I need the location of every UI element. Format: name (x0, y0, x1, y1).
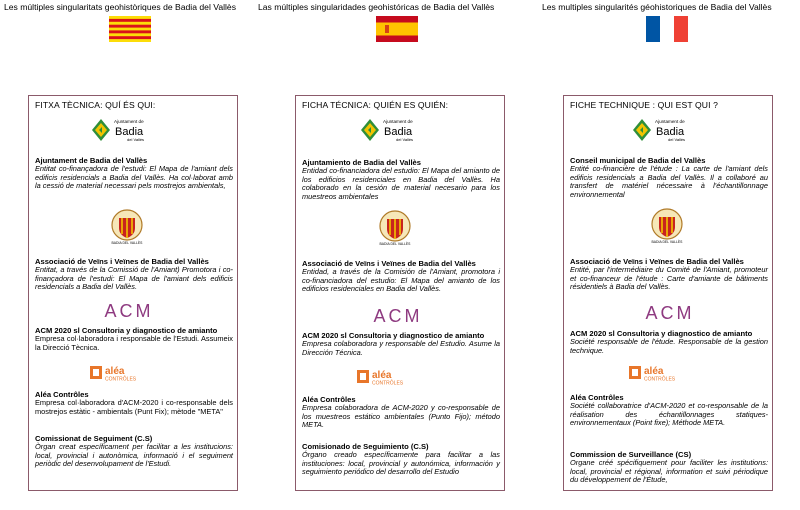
badia-logo (91, 116, 149, 146)
entry-desc: Òrgan creat específicament per facilitar a les institucions: local, provincial i autonòmica, informació i el seguiment periòdic del desenvolupament de l'Estudi. (35, 442, 233, 469)
entry-name: Aléa Contrôles (302, 395, 356, 404)
french-flag-icon (646, 16, 688, 42)
badia-logo (632, 116, 690, 146)
svg-text:Ajuntament de: Ajuntament de (655, 119, 685, 124)
heading-spanish: Las múltiples singularidades geohistóricas de Badia del Vallès (258, 2, 495, 12)
panel-spanish (295, 95, 505, 491)
svg-text:BADIA DEL VALLÈS: BADIA DEL VALLÈS (111, 241, 143, 245)
entry-name: Ajuntamiento de Badia del Vallès (302, 158, 422, 167)
entry-desc: Entité, par l'intermédiaire du Comité de l'Amiant, promoteur et co-financeur de l'étude : Carte d'amiante de bâtiments résidentiels à Badia del Vallès. (570, 265, 768, 292)
entry-comissionat (35, 434, 233, 469)
entry-name: ACM 2020 sl Consultoria y diagnostico de amianto (302, 331, 485, 340)
entry-desc: Entitat, a través de la Comissió de l'Amiant) Promotora i co-finançadora de l'estudi: El Mapa de l'amiant dels edificis residencials a Badia del Vallès. (35, 265, 233, 292)
heading-french: Les multiples singularités géohistoriques de Badia del Vallès (542, 2, 772, 12)
entry-name: Associació de Veïns i Veïnes de Badia del Vallès (35, 257, 209, 266)
svg-text:ACM: ACM (373, 306, 423, 326)
entry-name: ACM 2020 sl Consultoria y diagnostico de amianto (570, 329, 753, 338)
entry-commission (570, 450, 768, 485)
svg-text:aléa: aléa (105, 366, 125, 377)
entry-desc: Entidad co-financiadora del estudio: El Mapa del amianto de los edificios residenciales en Badia del Vallès. Ha colaborado en la cesión de material necesario para los muestreos ambientales (302, 166, 500, 201)
association-logo (376, 209, 414, 247)
entry-desc: Órgano creado específicamente para facilitar a las instituciones: local, provincial y autonómica, información y seguimiento periódico del desarrollo del Estudio (302, 450, 500, 477)
heading-catalan: Les múltiples singularitats geohistòriques de Badia del Vallès (4, 2, 237, 12)
entry-desc: Entidad, a través de la Comisión de l'Amiant, promotora i co-financiadora del estudio: El Mapa del amianto de los edificios residenciales en Badia del Vallès. (302, 267, 500, 294)
svg-text:del Vallès: del Vallès (127, 137, 145, 142)
svg-text:Badia: Badia (656, 126, 685, 138)
entry-desc: Entité co-financière de l'étude : La carte de l'amiant dels edificis residencials a Badia del Vallès. Il a collaboré au transfert de matériel nécessaire à l'échantillonnage environnemental (570, 164, 768, 199)
entry-acm (570, 329, 768, 355)
entry-alea (570, 393, 768, 428)
svg-text:CONTRÔLES: CONTRÔLES (372, 380, 404, 386)
svg-text:BADIA DEL VALLÈS: BADIA DEL VALLÈS (379, 242, 411, 246)
entry-name: Associació de Veïns i Veïnes de Badia del Vallès (302, 259, 476, 268)
entry-ajuntament (35, 156, 233, 191)
acm-logo (632, 303, 708, 323)
entry-name: Aléa Contrôles (35, 390, 89, 399)
alea-logo (356, 368, 416, 386)
svg-text:Badia: Badia (384, 126, 413, 138)
entry-alea (302, 395, 500, 430)
panel-catalan (28, 95, 238, 491)
entry-acm (302, 331, 500, 357)
entry-acm (35, 326, 233, 352)
entry-desc: Empresa colaboradora de ACM-2020 y co-responsable de los muestreos estático ambientales (Punto Fijo); método META. (302, 403, 500, 430)
association-logo (648, 207, 686, 245)
catalan-flag-icon (109, 16, 151, 42)
entry-name: Conseil municipal de Badia del Vallès (570, 156, 706, 165)
entry-desc: Société responsable de l'étude. Responsable de la gestion technique. (570, 337, 768, 355)
entry-desc: Empresa colaboradora y responsable del Estudio. Asume la Dirección Técnica. (302, 339, 500, 357)
alea-logo (628, 364, 688, 382)
acm-logo (360, 306, 436, 326)
entry-ajuntamiento (302, 158, 500, 201)
entry-association (570, 257, 768, 292)
entry-name: Aléa Contrôles (570, 393, 624, 402)
entry-associacio (35, 257, 233, 292)
svg-text:del Vallès: del Vallès (668, 137, 686, 142)
entry-desc: Organe créé spécifiquement pour faciliter les institutions: local, provincial et régional, information et suivi périodique du développement de l'Étude, (570, 458, 768, 485)
entry-name: Comissionat de Seguiment (C.S) (35, 434, 153, 443)
svg-text:CONTRÔLES: CONTRÔLES (644, 376, 676, 382)
alea-logo (89, 364, 149, 382)
entry-conseil (570, 156, 768, 199)
svg-text:ACM: ACM (104, 301, 154, 321)
entry-desc: Société collaboratrice d'ACM-2020 et co-responsable de la réalisation des échantillonnages statiques-environnementaux (Point fixe); Méthode META. (570, 401, 768, 428)
entry-name: Comisionado de Seguimiento (C.S) (302, 442, 429, 451)
entry-desc: Empresa col·laboradora i responsable de l'Estudi. Assumeix la Direcció Tècnica. (35, 334, 233, 352)
svg-text:Ajuntament de: Ajuntament de (383, 119, 413, 124)
entry-desc: Entitat co-finançadora de l'estudi: El Mapa de l'amiant dels edificis residencials a Badia del Vallès. Ha col·laborat amb la cessió de material necessari pels mostrejos ambientals, (35, 164, 233, 191)
svg-text:aléa: aléa (644, 366, 664, 377)
panel-title: FICHE TECHNIQUE : QUI EST QUI ? (570, 100, 718, 110)
spanish-flag-icon (376, 16, 418, 42)
entry-alea (35, 390, 233, 416)
badia-logo (360, 116, 418, 146)
svg-text:aléa: aléa (372, 370, 392, 381)
acm-logo (91, 301, 167, 321)
panel-french (563, 95, 773, 491)
entry-name: Associació de Veïns i Veïnes de Badia del Vallès (570, 257, 744, 266)
panel-title: FITXA TÈCNICA: QUÍ ÉS QUI: (35, 100, 156, 110)
entry-desc: Empresa col·laboradora d'ACM-2020 i co-responsable dels mostrejos estàtic - ambientals (Punt Fix); mètode "META" (35, 398, 233, 416)
svg-text:CONTRÔLES: CONTRÔLES (105, 376, 137, 382)
svg-text:BADIA DEL VALLÈS: BADIA DEL VALLÈS (651, 240, 683, 244)
svg-text:ACM: ACM (645, 303, 695, 323)
entry-name: Ajuntament de Badia del Vallès (35, 156, 148, 165)
svg-text:Ajuntament de: Ajuntament de (114, 119, 144, 124)
svg-text:del Vallès: del Vallès (396, 137, 414, 142)
svg-text:Badia: Badia (115, 126, 144, 138)
entry-asociacion (302, 259, 500, 294)
panel-title: FICHA TÉCNICA: QUIÉN ES QUIÉN: (302, 100, 449, 110)
entry-name: ACM 2020 sl Consultoria y diagnostico de amianto (35, 326, 218, 335)
association-logo (108, 208, 146, 246)
entry-comisionado (302, 442, 500, 477)
entry-name: Commission de Surveillance (CS) (570, 450, 692, 459)
